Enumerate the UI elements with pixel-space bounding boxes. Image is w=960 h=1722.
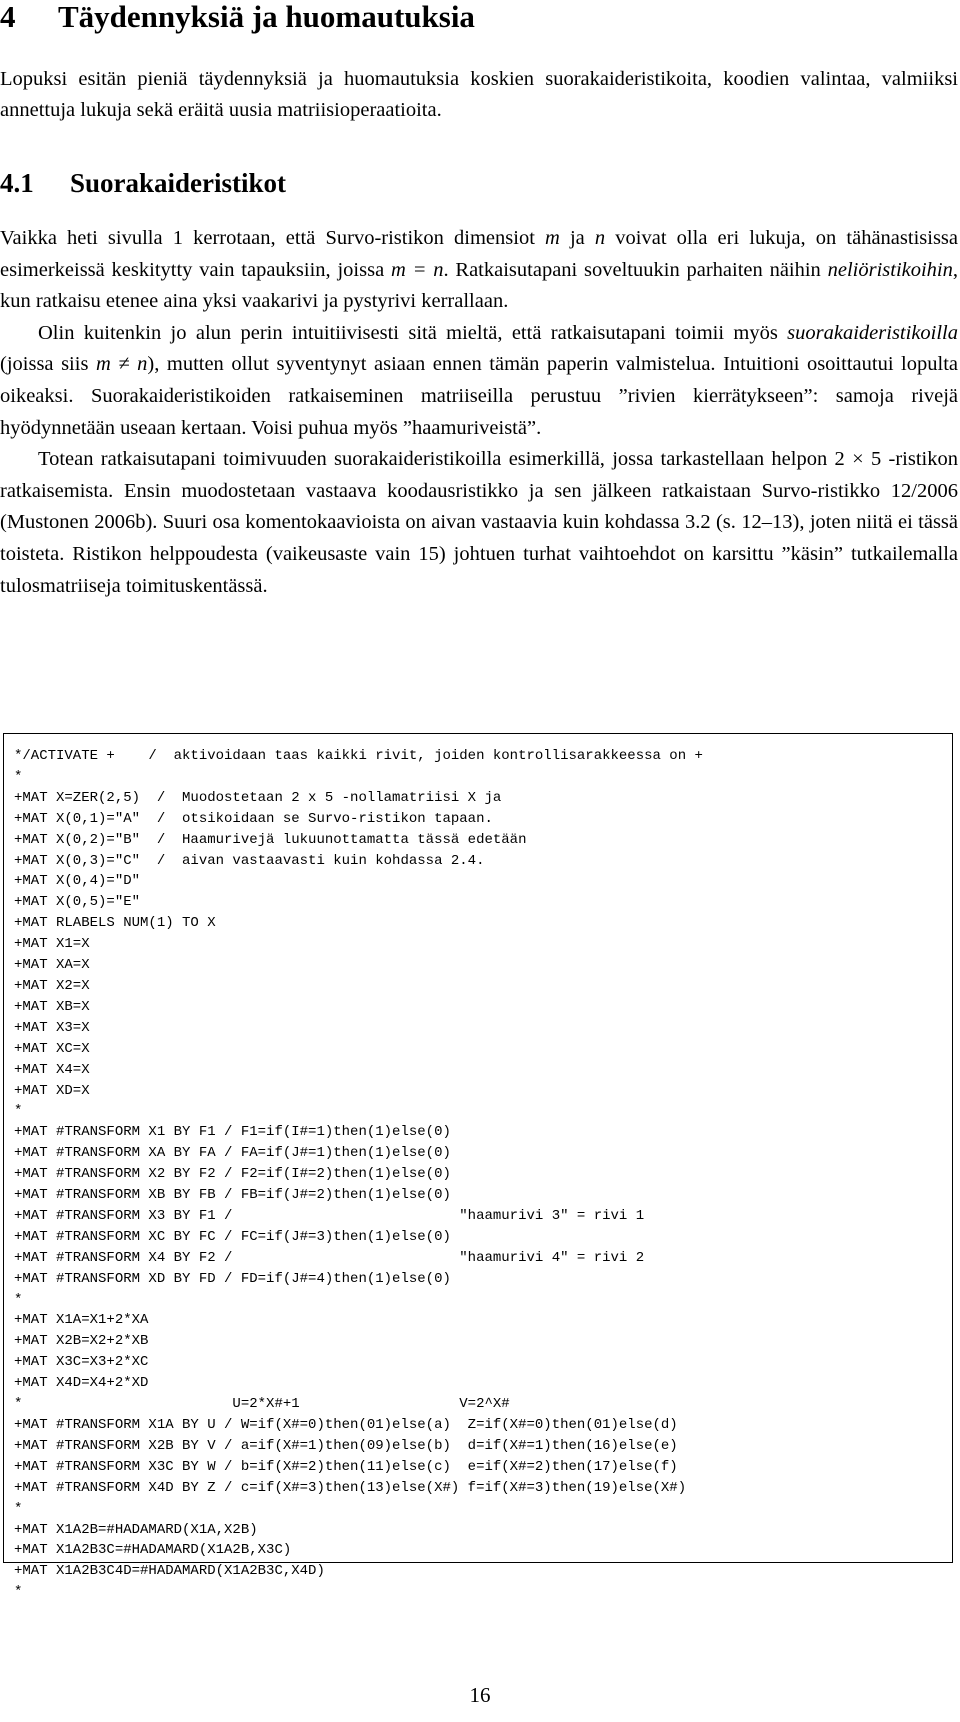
code-line: +MAT RLABELS NUM(1) TO X [14, 915, 216, 932]
code-line: * [14, 1103, 23, 1120]
code-line: +MAT X(0,3)="C" / aivan vastaavasti kuin kohdassa 2.4. [14, 852, 485, 869]
code-line: +MAT X(0,2)="B" / Haamurivejä lukuunottamatta tässä edetään [14, 831, 527, 848]
subsection-number: 4.1 [0, 168, 34, 198]
page-number: 16 [469, 1683, 491, 1707]
code-line: +MAT #TRANSFORM XC BY FC / FC=if(J#=3)then(1)else(0) [14, 1228, 451, 1245]
paragraph-3: Totean ratkaisutapani toimivuuden suorakaideristikoilla esimerkillä, jossa tarkastellaan helpon 2 × 5 -ristikon ratkaisemista. Ensin muodostetaan vastaava koodausristikko ja sen jälkeen ratkaistaan Survo-ristikko 12/2006 (Mustonen 2006b). Suuri osa komentokaavioista on aivan vastaavia kuin kohdassa 3.2 (s. 12–13), joten niitä ei tässä toisteta. Ristikon helppoudesta (vaikeusaste vain 15) johtuen turhat vaihtoehdot on karsittu ”käsin” tutkailemalla tulosmatriiseja toimituskentässä. [0, 448, 958, 597]
math-n: n [594, 227, 606, 249]
paragraph-2: Olin kuitenkin jo alun perin intuitiivisesti sitä mieltä, että ratkaisutapani toimii myös suorakaideristikoilla (joissa siis m ≠ n), mutten ollut syventynyt asiaan ennen tämän paperin valmistelua. Intuitioni osoittautui lopulta oikeaksi. Suorakaideristikoiden ratkaiseminen matriiseilla perustuu ”rivien kierrätykseen”: samoja rivejä hyödynnetään useaan kertaan. Voisi puhua myös ”haamuriveistä”. [0, 321, 958, 439]
subsection-title: Suorakaideristikot [70, 168, 287, 198]
code-line: * [14, 768, 23, 785]
body-text [0, 223, 958, 602]
section-title: Täydennyksiä ja huomautuksia [58, 0, 475, 34]
code-line: +MAT #TRANSFORM XB BY FB / FB=if(J#=2)then(1)else(0) [14, 1187, 451, 1204]
code-line: +MAT #TRANSFORM XA BY FA / FA=if(J#=1)then(1)else(0) [14, 1145, 451, 1162]
math-m: m [545, 227, 560, 249]
code-line: +MAT #TRANSFORM XD BY FD / FD=if(J#=4)then(1)else(0) [14, 1270, 451, 1287]
subsection-heading [0, 168, 286, 198]
section-number: 4 [0, 0, 16, 34]
code-line: +MAT XB=X [14, 998, 90, 1015]
code-line: +MAT X(0,5)="E" [14, 894, 141, 911]
code-line: * [14, 1291, 23, 1308]
code-line: +MAT #TRANSFORM X4D BY Z / c=if(X#=3)then(13)else(X#) f=if(X#=3)then(19)else(X#) [14, 1479, 687, 1496]
code-line: +MAT X3=X [14, 1019, 90, 1036]
code-line: * U=2*X#+1 V=2^X# [14, 1396, 510, 1413]
code-line: +MAT X(0,1)="A" / otsikoidaan se Survo-ristikon tapaan. [14, 810, 493, 827]
code-line: +MAT #TRANSFORM X3C BY W / b=if(X#=2)then(11)else(c) e=if(X#=2)then(17)else(f) [14, 1458, 678, 1475]
code-line: +MAT X1A=X1+2*XA [14, 1312, 149, 1329]
code-line: +MAT XD=X [14, 1082, 90, 1099]
math-equation: m = n [390, 258, 444, 281]
code-line: +MAT #TRANSFORM X2 BY F2 / F2=if(I#=2)then(1)else(0) [14, 1166, 451, 1183]
code-line: +MAT #TRANSFORM X2B BY V / a=if(X#=1)then(09)else(b) d=if(X#=1)then(16)else(e) [14, 1437, 678, 1454]
code-line: * [14, 1584, 23, 1601]
emphasis-term: suorakaideristikoilla [787, 321, 958, 344]
paragraph-1: Vaikka heti sivulla 1 kerrotaan, että Survo-ristikon dimensiot m ja n voivat olla eri lukuja, on tähänastisissa esimerkeissä keskitytty vain tapauksiin, joissa m = n. Ratkaisutapani soveltuukin parhaiten näihin neliöristikoihin, kun ratkaisu etenee aina yksi vaakarivi ja pystyrivi kerrallaan. [0, 227, 959, 313]
code-line: +MAT #TRANSFORM X1A BY U / W=if(X#=0)then(01)else(a) Z=if(X#=0)then(01)else(d) [14, 1417, 678, 1433]
code-line: +MAT X4=X [14, 1061, 90, 1078]
code-line: +MAT X3C=X3+2*XC [14, 1354, 149, 1371]
section-heading [0, 0, 475, 34]
math-inequation: m ≠ n [95, 353, 148, 376]
emphasis-term: neliöristikoihin [827, 258, 953, 281]
code-line: +MAT #TRANSFORM X3 BY F1 / "haamurivi 3" = rivi 1 [14, 1207, 645, 1224]
code-line: +MAT XA=X [14, 957, 90, 974]
intro-paragraph: Lopuksi esitän pieniä täydennyksiä ja huomautuksia koskien suorakaideristikoita, koodien valintaa, valmiiksi annettuja lukuja sekä eräitä uusia matriisioperaatioita. [0, 68, 958, 121]
code-line: * [14, 1500, 23, 1517]
code-line: +MAT X2B=X2+2*XB [14, 1333, 149, 1350]
code-line: +MAT X=ZER(2,5) / Muodostetaan 2 x 5 -nollamatriisi X ja [14, 789, 502, 806]
code-line: +MAT X1A2B=#HADAMARD(X1A,X2B) [14, 1521, 258, 1538]
code-line: */ACTIVATE + / aktivoidaan taas kaikki rivit, joiden kontrollisarakkeessa on + [14, 748, 703, 764]
code-line: +MAT X2=X [14, 977, 90, 994]
code-line: +MAT X1A2B3C=#HADAMARD(X1A2B,X3C) [14, 1542, 292, 1559]
code-line: +MAT X(0,4)="D" [14, 873, 141, 890]
code-listing [14, 746, 703, 1603]
code-line: +MAT X1A2B3C4D=#HADAMARD(X1A2B3C,X4D) [14, 1563, 325, 1580]
code-line: +MAT X1=X [14, 936, 90, 953]
code-line: +MAT #TRANSFORM X4 BY F2 / "haamurivi 4" = rivi 2 [14, 1249, 645, 1266]
code-listing-box [3, 733, 953, 1601]
code-line: +MAT XC=X [14, 1040, 90, 1057]
code-line: +MAT X4D=X4+2*XD [14, 1375, 149, 1392]
code-line: +MAT #TRANSFORM X1 BY F1 / F1=if(I#=1)then(1)else(0) [14, 1124, 451, 1141]
